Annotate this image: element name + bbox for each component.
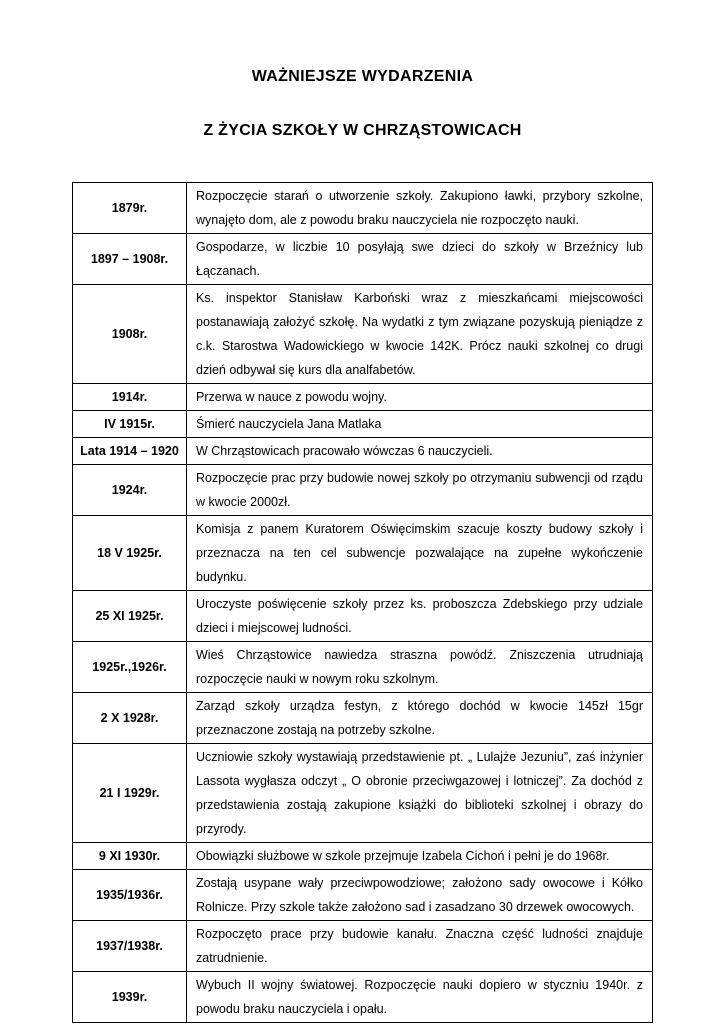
event-date: 1879r. — [73, 183, 187, 234]
events-table-body — [73, 183, 653, 1023]
event-description: Komisja z panem Kuratorem Oświęcimskim szacuje koszty budowy szkoły i przeznacza na ten cel subwencje pozwalające na zupełne wykończenie budynku. — [187, 516, 653, 591]
event-description: Uczniowie szkoły wystawiają przedstawienie pt. „ Lulajże Jezuniu”, zaś inżynier Lassota wygłasza odczyt „ O obronie przeciwgazowej i lotniczej”. Za dochód z przedstawienia zostają zakupione książki do biblioteki szkolnej i obrazy do przyrody. — [187, 744, 653, 843]
event-description: Przerwa w nauce z powodu wojny. — [187, 384, 653, 411]
event-description: Uroczyste poświęcenie szkoły przez ks. proboszcza Zdebskiego przy udziale dzieci i miejscowej ludności. — [187, 591, 653, 642]
event-description: W Chrząstowicach pracowało wówczas 6 nauczycieli. — [187, 438, 653, 465]
event-description: Śmierć nauczyciela Jana Matlaka — [187, 411, 653, 438]
event-date: 21 I 1929r. — [73, 744, 187, 843]
event-description: Ks. inspektor Stanisław Karboński wraz z mieszkańcami miejscowości postanawiają założyć szkołę. Na wydatki z tym związane pozyskują pieniądze z c.k. Starostwa Wadowickiego w kwocie 142K. Prócz nauki szkolnej co drugi dzień odbywał się kurs dla analfabetów. — [187, 285, 653, 384]
events-table — [72, 182, 653, 1023]
event-date: 1937/1938r. — [73, 921, 187, 972]
table-row — [73, 183, 653, 234]
event-date: 1914r. — [73, 384, 187, 411]
table-row — [73, 234, 653, 285]
event-description: Rozpoczęto prace przy budowie kanału. Znaczna część ludności znajduje zatrudnienie. — [187, 921, 653, 972]
table-row — [73, 972, 653, 1023]
table-row — [73, 465, 653, 516]
event-date: 18 V 1925r. — [73, 516, 187, 591]
document-title-line1: WAŻNIEJSZE WYDARZENIA — [251, 68, 474, 85]
table-row — [73, 693, 653, 744]
table-row — [73, 870, 653, 921]
event-description: Rozpoczęcie prac przy budowie nowej szkoły po otrzymaniu subwencji od rządu w kwocie 2000zł. — [187, 465, 653, 516]
event-date: 1897 – 1908r. — [73, 234, 187, 285]
event-description: Rozpoczęcie starań o utworzenie szkoły. Zakupiono ławki, przybory szkolne, wynajęto dom, ale z powodu braku nauczyciela nie rozpoczęto nauki. — [187, 183, 653, 234]
event-date: 1939r. — [73, 972, 187, 1023]
event-description: Wybuch II wojny światowej. Rozpoczęcie nauki dopiero w styczniu 1940r. z powodu braku nauczyciela i opału. — [187, 972, 653, 1023]
event-date: 9 XI 1930r. — [73, 843, 187, 870]
event-date: 1924r. — [73, 465, 187, 516]
event-date: 1925r.,1926r. — [73, 642, 187, 693]
table-row — [73, 438, 653, 465]
table-row — [73, 843, 653, 870]
event-description: Obowiązki służbowe w szkole przejmuje Izabela Cichoń i pełni je do 1968r. — [187, 843, 653, 870]
event-description: Gospodarze, w liczbie 10 posyłają swe dzieci do szkoły w Brzeźnicy lub Łączanach. — [187, 234, 653, 285]
table-row — [73, 921, 653, 972]
event-description: Zarząd szkoły urządza festyn, z którego dochód w kwocie 145zł 15gr przeznaczone zostają na potrzeby szkolne. — [187, 693, 653, 744]
event-date: 2 X 1928r. — [73, 693, 187, 744]
event-date: IV 1915r. — [73, 411, 187, 438]
table-row — [73, 744, 653, 843]
table-row — [73, 516, 653, 591]
table-row — [73, 384, 653, 411]
event-date: 1935/1936r. — [73, 870, 187, 921]
table-row — [73, 591, 653, 642]
table-row — [73, 411, 653, 438]
table-row — [73, 642, 653, 693]
event-description: Wieś Chrząstowice nawiedza straszna powódź. Zniszczenia utrudniają rozpoczęcie nauki w nowym roku szkolnym. — [187, 642, 653, 693]
event-date: 25 XI 1925r. — [73, 591, 187, 642]
document-title-line2: Z ŻYCIA SZKOŁY W CHRZĄSTOWICACH — [203, 122, 522, 139]
event-date: 1908r. — [73, 285, 187, 384]
event-description: Zostają usypane wały przeciwpowodziowe; założono sady owocowe i Kółko Rolnicze. Przy szkole także założono sad i zasadzano 30 drzewek owocowych. — [187, 870, 653, 921]
event-date: Lata 1914 – 1920 — [73, 438, 187, 465]
table-row — [73, 285, 653, 384]
